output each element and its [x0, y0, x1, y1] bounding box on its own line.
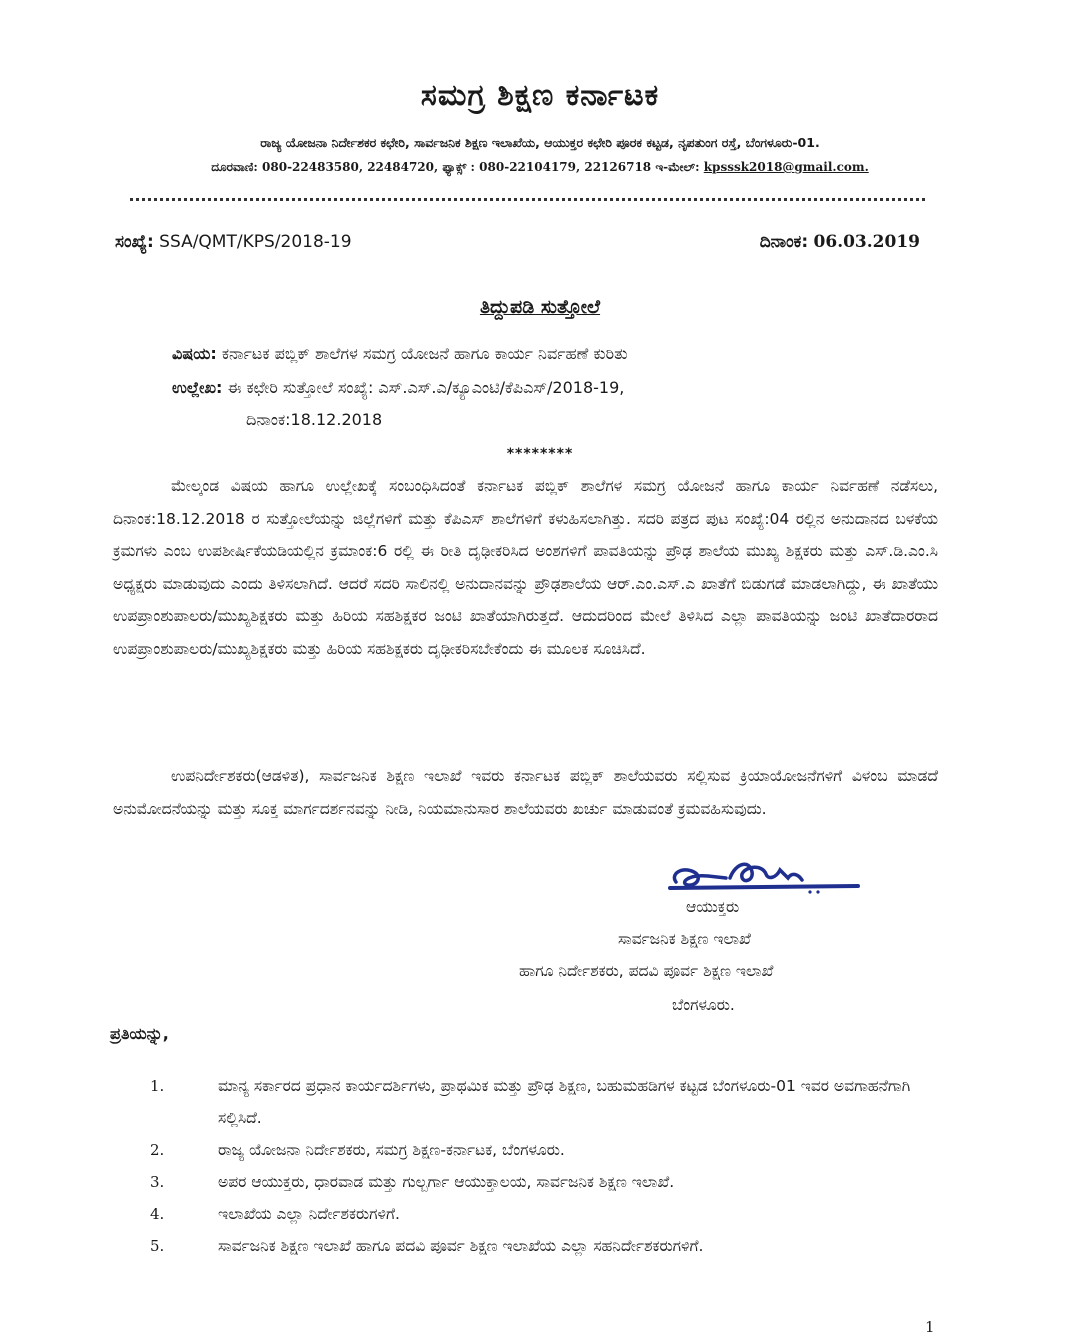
list-item	[150, 1134, 950, 1166]
contact-email: kpsssk2018@gmail.com.	[703, 160, 869, 174]
reference-date: ದಿನಾಂಕ:18.12.2018	[246, 410, 383, 429]
list-item	[150, 1198, 950, 1230]
signatory-department: ಸಾರ್ವಜನಿಕ ಶಿಕ್ಷಣ ಇಲಾಖೆ	[618, 930, 751, 948]
reference-label: ಉಲ್ಲೇಖ:	[172, 378, 223, 397]
separator-stars: ********	[506, 446, 574, 462]
body-paragraph-2: ಉಪನಿರ್ದೇಶಕರು(ಆಡಳಿತ), ಸಾರ್ವಜನಿಕ ಶಿಕ್ಷಣ ಇಲಾಖೆ ಇವರು ಕರ್ನಾಟಕ ಪಬ್ಲಿಕ್ ಶಾಲೆಯವರು ಸಲ್ಲಿಸುವ ಕ್ರಿಯಾಯೋಜನೆಗಳಿಗೆ ವಿಳಂಬ ಮಾಡದೆ ಅನುಮೋದನೆಯನ್ನು ಮತ್ತು ಸೂಕ್ತ ಮಾರ್ಗದರ್ಶನವನ್ನು ನೀಡಿ, ನಿಯಮಾನುಸಾರ ಶಾಲೆಯವರು ಖರ್ಚು ಮಾಡುವಂತೆ ಕ್ರಮವಹಿಸುವುದು.	[113, 767, 938, 818]
letterhead-address: ರಾಜ್ಯ ಯೋಜನಾ ನಿರ್ದೇಶಕರ ಕಛೇರಿ, ಸಾರ್ವಜನಿಕ ಶಿಕ್ಷಣ ಇಲಾಖೆಯ, ಆಯುಕ್ತರ ಕಛೇರಿ ಪೂರಕ ಕಟ್ಟಡ, ನೃಪತುಂಗ ರಸ್ತೆ, ಬೆಂಗಳೂರು-01.	[260, 135, 820, 150]
list-item-text: ರಾಜ್ಯ ಯೋಜನಾ ನಿರ್ದೇಶಕರು, ಸಮಗ್ರ ಶಿಕ್ಷಣ-ಕರ್ನಾಟಕ, ಬೆಂಗಳೂರು.	[218, 1141, 565, 1159]
letterhead-contact	[0, 160, 1080, 175]
subject-text: ಕರ್ನಾಟಕ ಪಬ್ಲಿಕ್ ಶಾಲೆಗಳ ಸಮಗ್ರ ಯೋಜನೆ ಹಾಗೂ ಕಾರ್ಯ ನಿರ್ವಹಣೆ ಕುರಿತು	[221, 344, 628, 363]
reference-number	[115, 232, 352, 252]
signatory-additional: ಹಾಗೂ ನಿರ್ದೇಶಕರು, ಪದವಿ ಪೂರ್ವ ಶಿಕ್ಷಣ ಇಲಾಖೆ	[519, 962, 774, 980]
subject-line	[172, 344, 628, 364]
reference-text: ಈ ಕಛೇರಿ ಸುತ್ತೋಲೆ ಸಂಖ್ಯೆ: ಎಸ್.ಎಸ್.ಎ/ಕ್ಯೂಎಂಟಿ/ಕೆಪಿಎಸ್/2018-19,	[227, 378, 625, 397]
list-item-number: 5.	[150, 1237, 165, 1255]
signatory-title: ಆಯುಕ್ತರು	[686, 898, 740, 916]
circular-heading: ತಿದ್ದುಪಡಿ ಸುತ್ತೋಲೆ	[479, 296, 601, 318]
list-item-text: ಇಲಾಖೆಯ ಎಲ್ಲಾ ನಿರ್ದೇಶಕರುಗಳಿಗೆ.	[218, 1205, 400, 1223]
list-item	[150, 1070, 950, 1134]
reference-number-label: ಸಂಖ್ಯೆ:	[115, 232, 154, 252]
letterhead-title: ಸಮಗ್ರ ಶಿಕ್ಷಣ ಕರ್ನಾಟಕ	[420, 78, 660, 113]
page-number: 1	[925, 1318, 935, 1336]
letter-date	[760, 232, 920, 252]
body-paragraph-1: ಮೇಲ್ಕಂಡ ವಿಷಯ ಹಾಗೂ ಉಲ್ಲೇಖಕ್ಕೆ ಸಂಬಂಧಿಸಿದಂತೆ ಕರ್ನಾಟಕ ಪಬ್ಲಿಕ್ ಶಾಲೆಗಳ ಸಮಗ್ರ ಯೋಜನೆ ಹಾಗೂ ಕಾರ್ಯ ನಿರ್ವಹಣೆ ನಡೆಸಲು, ದಿನಾಂಕ:18.12.2018 ರ ಸುತ್ತೋಲೆಯನ್ನು ಜಿಲ್ಲೆಗಳಿಗೆ ಮತ್ತು ಕೆಪಿಎಸ್ ಶಾಲೆಗಳಿಗೆ ಕಳುಹಿಸಲಾಗಿತ್ತು. ಸದರಿ ಪತ್ರದ ಪುಟ ಸಂಖ್ಯೆ:04 ರಲ್ಲಿನ ಅನುದಾನದ ಬಳಕೆಯ ಕ್ರಮಗಳು ಎಂಬ ಉಪಶೀರ್ಷಿಕೆಯಡಿಯಲ್ಲಿನ ಕ್ರಮಾಂಕ:6 ರಲ್ಲಿ ಈ ರೀತಿ ದೃಢೀಕರಿಸಿದ ಅಂಶಗಳಿಗೆ ಪಾವತಿಯನ್ನು ಪ್ರೌಢ ಶಾಲೆಯ ಮುಖ್ಯ ಶಿಕ್ಷಕರು ಮತ್ತು ಎಸ್.ಡಿ.ಎಂ.ಸಿ ಅಧ್ಯಕ್ಷರು ಮಾಡುವುದು ಎಂದು ತಿಳಿಸಲಾಗಿದೆ. ಆದರೆ ಸದರಿ ಸಾಲಿನಲ್ಲಿ ಅನುದಾನವನ್ನು ಪ್ರೌಢಶಾಲೆಯ ಆರ್.ಎಂ.ಎಸ್.ಎ ಖಾತೆಗೆ ಬಿಡುಗಡೆ ಮಾಡಲಾಗಿದ್ದು, ಈ ಖಾತೆಯು ಉಪಪ್ರಾಂಶುಪಾಲರು/ಮುಖ್ಯಶಿಕ್ಷಕರು ಮತ್ತು ಹಿರಿಯ ಸಹಶಿಕ್ಷಕರ ಜಂಟಿ ಖಾತೆಯಾಗಿರುತ್ತದೆ. ಆದುದರಿಂದ ಮೇಲೆ ತಿಳಿಸಿದ ಎಲ್ಲಾ ಪಾವತಿಯನ್ನು ಜಂಟಿ ಖಾತೆದಾರರಾದ ಉಪಪ್ರಾಂಶುಪಾಲರು/ಮುಖ್ಯಶಿಕ್ಷಕರು ಮತ್ತು ಹಿರಿಯ ಸಹಶಿಕ್ಷಕರು ದೃಢೀಕರಿಸಬೇಕೆಂದು ಈ ಮೂಲಕ ಸೂಚಿಸಿದೆ.	[113, 477, 938, 658]
signature-mark	[668, 852, 863, 900]
list-item-number: 2.	[150, 1141, 165, 1159]
copies-list	[150, 1070, 950, 1262]
reference-number-value: SSA/QMT/KPS/2018-19	[159, 232, 352, 252]
list-item	[150, 1230, 950, 1262]
list-item-number: 4.	[150, 1205, 165, 1223]
list-item-number: 1.	[150, 1077, 165, 1095]
header-divider	[130, 198, 925, 201]
list-item-text: ಮಾನ್ಯ ಸರ್ಕಾರದ ಪ್ರಧಾನ ಕಾರ್ಯದರ್ಶಿಗಳು, ಪ್ರಾಥಮಿಕ ಮತ್ತು ಪ್ರೌಢ ಶಿಕ್ಷಣ, ಬಹುಮಹಡಿಗಳ ಕಟ್ಟಡ ಬೆಂಗಳೂರು-01 ಇವರ ಅವಗಾಹನೆಗಾಗಿ ಸಲ್ಲಿಸಿದೆ.	[218, 1077, 911, 1127]
letter-date-label: ದಿನಾಂಕ:	[759, 232, 809, 252]
letter-date-value: 06.03.2019	[813, 232, 920, 252]
signatory-city: ಬೆಂಗಳೂರು.	[672, 996, 735, 1014]
reference-line	[115, 232, 920, 252]
list-item	[150, 1166, 950, 1198]
subject-label: ವಿಷಯ:	[172, 344, 217, 363]
list-item-text: ಸಾರ್ವಜನಿಕ ಶಿಕ್ಷಣ ಇಲಾಖೆ ಹಾಗೂ ಪದವಿ ಪೂರ್ವ ಶಿಕ್ಷಣ ಇಲಾಖೆಯ ಎಲ್ಲಾ ಸಹನಿರ್ದೇಶಕರುಗಳಿಗೆ.	[218, 1237, 704, 1255]
reference-line-body	[172, 378, 624, 398]
list-item-text: ಅಪರ ಆಯುಕ್ತರು, ಧಾರವಾಡ ಮತ್ತು ಗುಲ್ಬರ್ಗಾ ಆಯುಕ್ತಾಲಯ, ಸಾರ್ವಜನಿಕ ಶಿಕ್ಷಣ ಇಲಾಖೆ.	[218, 1173, 675, 1191]
copies-label: ಪ್ರತಿಯನ್ನು,	[110, 1024, 169, 1043]
contact-numbers: ದೂರವಾಣಿ: 080-22483580, 22484720, ಫ್ಯಾಕ್ಸ್ : 080-22104179, 22126718 ಇ-ಮೇಲ್:	[211, 160, 700, 174]
list-item-number: 3.	[150, 1173, 165, 1191]
